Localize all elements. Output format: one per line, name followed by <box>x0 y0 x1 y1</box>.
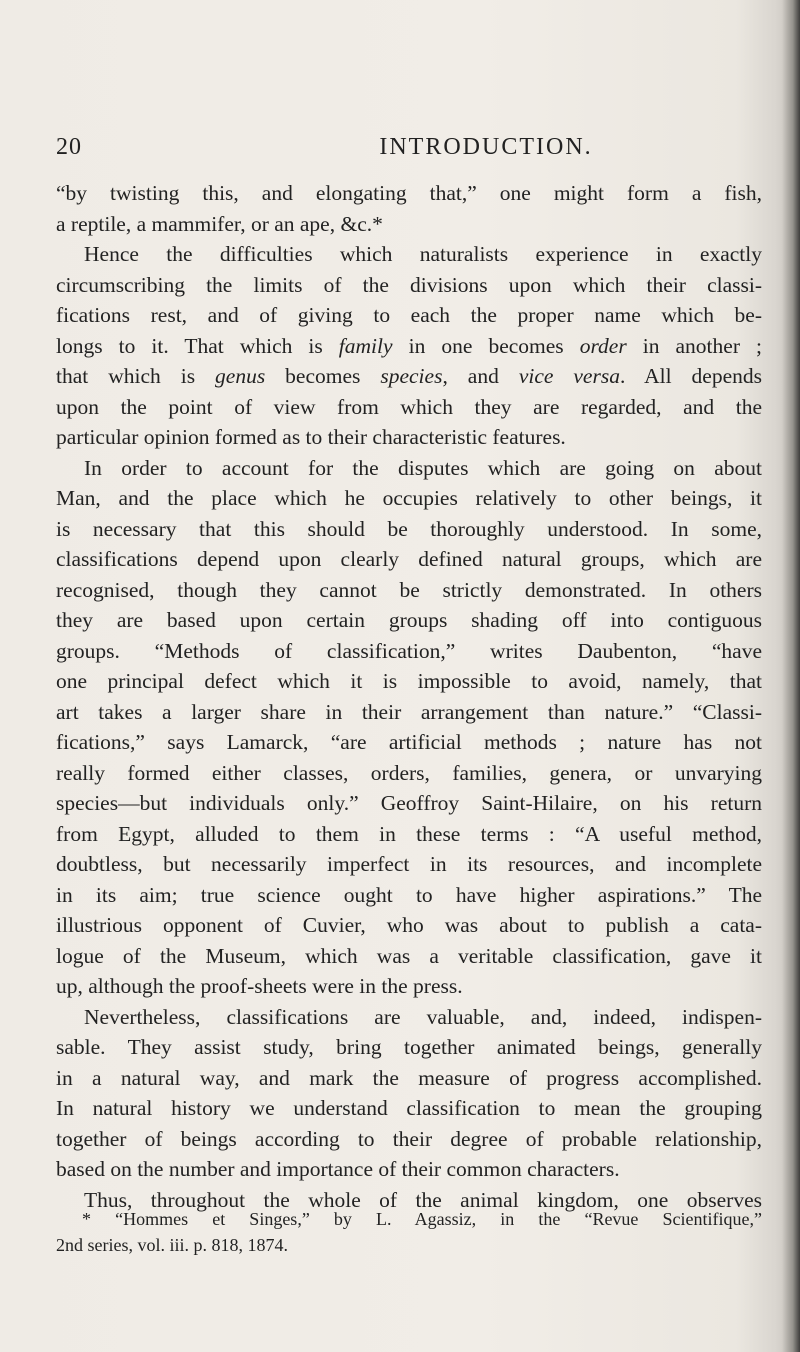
text-line: up, although the proof-sheets were in the press. <box>56 974 463 998</box>
text-line: fications,” says Lamarck, “are artificial methods ; nature has not <box>56 730 762 754</box>
text-line: doubtless, but necessarily imperfect in its resources, and incomplete <box>56 852 762 876</box>
text-line: really formed either classes, orders, families, genera, or unvarying <box>56 760 762 785</box>
text-line: fications rest, and of giving to each the proper name which be- <box>56 303 762 327</box>
text-line: “by twisting this, and elongating that,” one might form a fish, <box>56 181 762 205</box>
text-line: In order to account for the disputes which are going on about <box>84 455 762 480</box>
text-line: together of beings according to their degree of probable relationship, <box>56 1126 762 1151</box>
text-line: species—but individuals only.” Geoffroy Saint-Hilaire, on his return <box>56 791 762 815</box>
text-line: circumscribing the limits of the divisions upon which their classi- <box>56 272 762 297</box>
text-line: is necessary that this should be thoroughly understood. In some, <box>56 516 762 541</box>
text-line: particular opinion formed as to their characteristic features. <box>56 425 566 449</box>
italic-term: species <box>380 364 443 388</box>
text-line: classifications depend upon clearly defined natural groups, which are <box>56 547 762 571</box>
text-line: logue of the Museum, which was a veritable classification, gave it <box>56 943 762 968</box>
italic-term: genus <box>215 364 266 388</box>
text-line: Thus, throughout the whole of the animal kingdom, one observes <box>84 1187 762 1212</box>
body-text <box>56 178 762 1215</box>
text-line: Hence the difficulties which naturalists experience in exactly <box>84 242 762 266</box>
text-line: illustrious opponent of Cuvier, who was about to publish a cata- <box>56 913 762 937</box>
text-line: upon the point of view from which they are regarded, and the <box>56 394 762 419</box>
footnote <box>56 1206 762 1258</box>
text-line: groups. “Methods of classification,” writes Daubenton, “have <box>56 638 762 663</box>
page-header <box>56 134 756 170</box>
italic-term: order <box>579 333 627 358</box>
footnote-line: 2nd series, vol. iii. p. 818, 1874. <box>56 1235 288 1255</box>
page-edge-shadow <box>782 0 800 1352</box>
text-line: recognised, though they cannot be strictly demonstrated. In others <box>56 577 762 602</box>
italic-term: family <box>338 333 393 358</box>
italic-term: vice versa <box>518 364 620 388</box>
text-line: In natural history we understand classification to mean the grouping <box>56 1096 762 1120</box>
text-line: a reptile, a mammifer, or an ape, &c.* <box>56 211 383 236</box>
text-line: based on the number and importance of their common characters. <box>56 1157 620 1181</box>
text-line: from Egypt, alluded to them in these terms : “A useful method, <box>56 821 762 846</box>
text-line: in its aim; true science ought to have higher aspirations.” The <box>56 882 762 907</box>
text-line: that which is genus becomes species, and vice versa. All depends <box>56 364 763 388</box>
text-line: in a natural way, and mark the measure of progress accomplished. <box>56 1065 762 1090</box>
text-line: they are based upon certain groups shading off into contiguous <box>56 608 762 632</box>
page-number: 20 <box>56 134 82 160</box>
text-line: one principal defect which it is impossible to avoid, namely, that <box>56 669 762 693</box>
text-line: art takes a larger share in their arrangement than nature.” “Classi- <box>56 699 762 724</box>
text-line: Man, and the place which he occupies relatively to other beings, it <box>56 486 762 510</box>
text-line: Nevertheless, classifications are valuable, and, indeed, indispen- <box>84 1004 762 1029</box>
footnote-line: * “Hommes et Singes,” by L. Agassiz, in the “Revue Scientifique,” <box>82 1209 762 1229</box>
running-title: INTRODUCTION. <box>379 134 593 160</box>
text-line: longs to it. That which is family in one becomes order in another ; <box>56 333 762 358</box>
text-line: sable. They assist study, bring together animated beings, generally <box>56 1035 762 1059</box>
